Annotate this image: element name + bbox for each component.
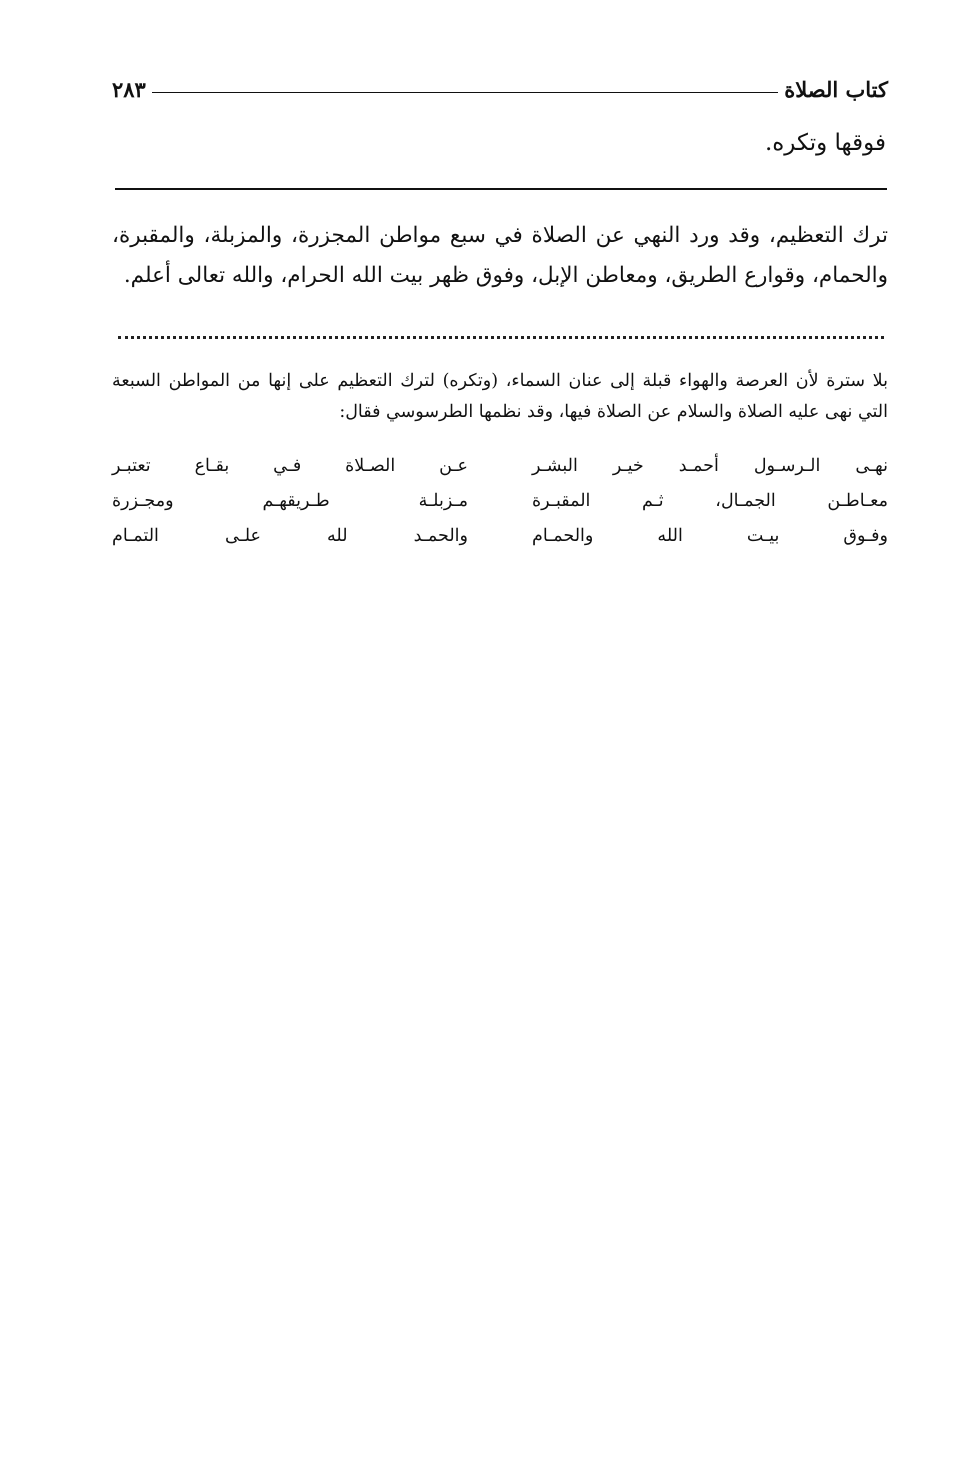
book-title: كتاب الصلاة	[784, 76, 888, 102]
commentary-line: والحمام، وقوارع الطريق، ومعاطن الإبل، وفوق ظهر بيت الله الحرام، والله تعالى أعلم.	[123, 263, 888, 288]
footnote-line: التي نهى عليه الصلاة والسلام عن الصلاة فيها، وقد نظمها الطرسوسي فقال:	[339, 402, 888, 422]
matn-separator-rule	[115, 188, 887, 190]
poem-verse	[112, 518, 888, 553]
running-header	[112, 72, 888, 106]
page-number: ٢٨٣	[112, 76, 146, 102]
first-hemistich: وفـوق بيـت الله والحمـام	[532, 525, 888, 546]
matn-text: فوقها وتكره.	[764, 130, 886, 156]
first-hemistich: معـاطـن الجمـال، ثـم المقبـرة	[532, 490, 888, 511]
commentary-line: ترك التعظيم، وقد ورد النهي عن الصلاة في سبع مواطن المجزرة، والمزبلة، والمقبرة،	[112, 223, 888, 248]
poem-verse	[112, 483, 888, 518]
poem	[112, 448, 888, 553]
dotted-separator	[118, 336, 884, 339]
footnote-block	[112, 366, 888, 428]
commentary-block	[112, 216, 888, 296]
footnote-line: بلا سترة لأن العرصة والهواء قبلة إلى عنان السماء، (وتكره) لترك التعظيم على إنها من المواطن السبعة	[112, 371, 888, 391]
poem-verse	[112, 448, 888, 483]
first-hemistich: نهـى الـرسـول أحمـد خيـر البشـر	[532, 455, 888, 476]
second-hemistich: مـزبلـة طـريقهـم ومجـزرة	[112, 490, 468, 511]
second-hemistich: والحمـد لله علـى التمـام	[112, 525, 468, 546]
header-rule	[152, 92, 778, 93]
second-hemistich: عـن الصـلاة فـي بقـاع تعتبـر	[112, 455, 468, 476]
